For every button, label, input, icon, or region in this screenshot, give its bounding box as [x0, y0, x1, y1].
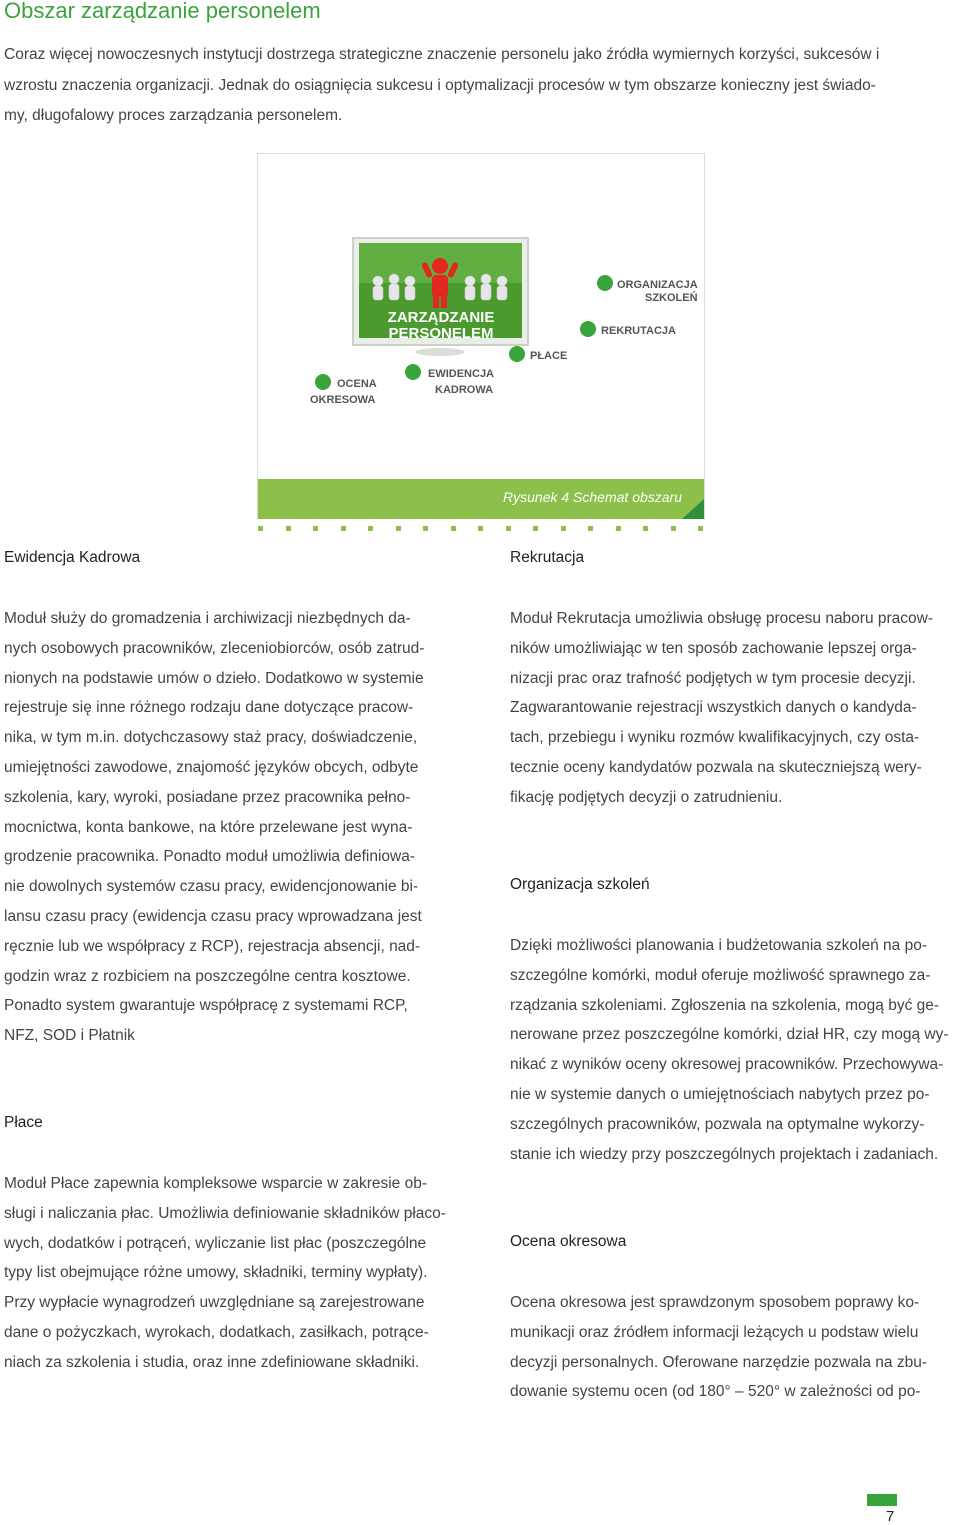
divider-dot	[368, 526, 373, 531]
text-line: godzin wraz z rozbiciem na poszczególne centra kosztowe.	[4, 967, 411, 985]
text-line: mocnictwa, konta bankowe, na które przelewane jest wyna-	[4, 818, 413, 836]
text-line: dane o pożyczkach, wyrokach, dodatkach, zasiłkach, potrące-	[4, 1323, 429, 1341]
divider-dot	[616, 526, 621, 531]
node-rekrutacja	[580, 321, 676, 337]
text-line: nerowane przez poszczególne komórki, dział HR, czy mogą wy-	[510, 1026, 949, 1044]
text-line: rejestruje się inne różnego rodzaju dane dotyczące pracow-	[4, 699, 414, 717]
heading-organizacja-szkolen: Organizacja szkoleń	[510, 876, 650, 893]
text-line: Dzięki możliwości planowania i budżetowania szkoleń na po-	[510, 937, 927, 954]
paragraph-place	[4, 1169, 454, 1378]
text-line: niach za szkolenia i studia, oraz inne zdefiniowane składniki.	[4, 1353, 420, 1371]
text-line: Moduł służy do gromadzenia i archiwizacji niezbędnych da-	[4, 610, 411, 627]
text-line: Ocena okresowa jest sprawdzonym sposobem poprawy ko-	[510, 1294, 920, 1311]
text-line: tach, przebiegu i wyniku rozmów kwalifikacyjnych, czy osta-	[510, 729, 920, 747]
text-line: nika, w tym m.in. dotychczasowy staż pracy, doświadczenie,	[4, 729, 418, 747]
hr-schema-diagram	[0, 0, 960, 540]
divider-dot	[313, 526, 318, 531]
divider-dot	[478, 526, 483, 531]
text-line: Moduł Płace zapewnia kompleksowe wsparcie w zakresie ob-	[4, 1175, 427, 1192]
text-line: Zagwarantowanie rejestracji wszystkich danych o kandyda-	[510, 699, 917, 717]
caption-corner-decoration	[682, 479, 704, 519]
text-line: grodzenie pracownika. Ponadto moduł umożliwia definiowa-	[4, 848, 415, 866]
text-line: umiejętności zawodowe, znajomość języków obcych, odbyte	[4, 758, 419, 776]
heading-rekrutacja: Rekrutacja	[510, 549, 585, 566]
text-line: szczególne komórki, moduł oferuje możliwość sprawnego za-	[510, 966, 931, 984]
text-line: typy list obejmujące różne umowy, składniki, terminy wypłaty).	[4, 1264, 428, 1282]
text-line: tecznie oceny kandydatów pozwala na skuteczniejszą wery-	[510, 758, 922, 776]
text-line: munikacji oraz źródłem informacji leżących u podstaw wielu	[510, 1323, 919, 1341]
node-place	[509, 346, 567, 362]
node-organizacja-label-1: ORGANIZACJA	[617, 279, 698, 291]
text-line: ręcznie lub we współpracy z RCP), rejestracja absencji, nad-	[4, 937, 421, 955]
paragraph-organizacja-szkolen	[510, 931, 960, 1169]
text-line: Ponadto system gwarantuje współpracę z systemami RCP,	[4, 997, 408, 1015]
text-line: lansu czasu pracy (ewidencja czasu pracy wprowadzana jest	[4, 907, 422, 925]
node-ocena	[310, 374, 377, 406]
figure-caption: Rysunek 4 Schemat obszaru	[503, 489, 682, 505]
divider-dot	[561, 526, 566, 531]
paragraph-rekrutacja	[510, 604, 960, 813]
node-place-label: PŁACE	[530, 350, 568, 362]
paragraph-ocena-okresowa	[510, 1288, 960, 1407]
divider-dot	[671, 526, 676, 531]
node-rekrutacja-label: REKRUTACJA	[601, 325, 676, 337]
text-line: stanie ich wiedzy przy poszczególnych projektach i zadaniach.	[510, 1145, 939, 1163]
text-line: nych osobowych pracowników, zleceniobiorców, osób zatrud-	[4, 639, 425, 657]
intro-line: my, długofalowy proces zarządzania personelem.	[4, 107, 343, 124]
divider-dot	[533, 526, 538, 531]
node-organizacja-label-2: SZKOLEŃ	[645, 292, 698, 304]
divider-dot	[506, 526, 511, 531]
text-line: decyzji personalnych. Oferowane narzędzie pozwala na zbu-	[510, 1353, 928, 1371]
node-ewidencja-label-2: KADROWA	[435, 384, 494, 396]
text-line: NFZ, SOD i Płatnik	[4, 1027, 135, 1045]
paragraph-ewidencja-kadrowa	[4, 604, 454, 1051]
page-title: Obszar zarządzanie personelem	[4, 0, 321, 23]
screen-title-line-1: ZARZĄDZANIE	[387, 309, 495, 326]
node-ewidencja	[405, 364, 494, 396]
intro-line: Coraz więcej nowoczesnych instytucji dostrzega strategiczne znaczenie personelu jako źródła wymiernych korzyści, sukcesów i	[4, 46, 880, 63]
divider-dot	[451, 526, 456, 531]
text-line: nie w systemie danych o umiejętnościach nabytych przez po-	[510, 1085, 930, 1103]
figure-caption-bar	[258, 479, 704, 519]
divider-dot	[423, 526, 428, 531]
text-line: nikać z wyników oceny okresowej pracowników. Przechowywa-	[510, 1056, 944, 1074]
node-ocena-label-2: OKRESOWA	[310, 394, 376, 406]
text-line: ników umożliwiając w ten sposób zachowanie lepszej orga-	[510, 639, 917, 657]
divider-dot	[341, 526, 346, 531]
divider-dot	[643, 526, 648, 531]
text-line: szkolenia, kary, wyroki, posiadane przez pracownika pełno-	[4, 788, 411, 806]
heading-ocena-okresowa: Ocena okresowa	[510, 1233, 627, 1250]
text-line: nionych na podstawie umów o dzieło. Dodatkowo w systemie	[4, 669, 424, 687]
dotted-divider	[258, 526, 704, 532]
divider-dot	[258, 526, 263, 531]
heading-ewidencja-kadrowa: Ewidencja Kadrowa	[4, 549, 141, 566]
node-ewidencja-label-1: EWIDENCJA	[428, 368, 495, 380]
text-line: nizacji prac oraz trafność podjętych w tym procesie decyzji.	[510, 669, 916, 687]
text-line: Moduł Rekrutacja umożliwia obsługę procesu naboru pracow-	[510, 610, 934, 627]
heading-place: Płace	[4, 1114, 43, 1131]
node-ocena-label-1: OCENA	[337, 378, 377, 390]
divider-dot	[396, 526, 401, 531]
text-line: rządzania szkoleniami. Zgłoszenia na szkolenia, mogą być ge-	[510, 996, 940, 1014]
page-number-marker	[867, 1494, 897, 1506]
divider-dot	[588, 526, 593, 531]
text-line: nie dowolnych systemów czasu pracy, ewidencjonowanie bi-	[4, 878, 419, 896]
text-line: sługi i naliczania płac. Umożliwia definiowanie składników płaco-	[4, 1204, 446, 1222]
text-line: dowanie systemu ocen (od 180° – 520° w zależności od po-	[510, 1383, 921, 1401]
node-organizacja	[597, 275, 698, 304]
screen-title-line-2: PERSONELEM	[388, 325, 494, 342]
divider-dot	[286, 526, 291, 531]
text-line: Przy wypłacie wynagrodzeń uwzględniane są zarejestrowane	[4, 1294, 425, 1312]
intro-line: wzrostu znaczenia organizacji. Jednak do osiągnięcia sukcesu i optymalizacji procesów w tym obszarze konieczny jest świado-	[4, 76, 876, 94]
divider-dot	[698, 526, 703, 531]
page-number: 7	[886, 1508, 895, 1525]
text-line: szczególnych pracowników, pozwala na optymalne wykorzy-	[510, 1115, 925, 1133]
text-line: fikację podjętych decyzji o zatrudnieniu.	[510, 788, 783, 806]
text-line: wych, dodatków i potrąceń, wyliczanie list płac (poszczególne	[4, 1234, 427, 1252]
